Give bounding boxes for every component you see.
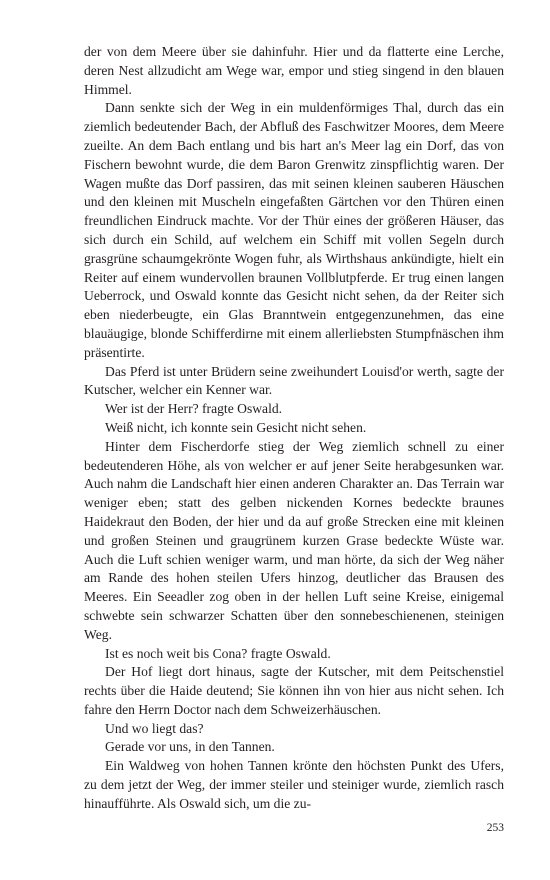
paragraph-dont-know: Weiß nicht, ich konnte sein Gesicht nicht sehen. [105, 419, 367, 435]
paragraph-how-far-cona: Ist es noch weit bis Cona? fragte Oswald. [105, 645, 331, 661]
paragraph-continuation: der von dem Meere über sie dahinfuhr. Hier und da flatterte eine Lerche, deren Nest allzudicht am Wege war, empor und stieg singend in den blauen Himmel. [84, 44, 504, 97]
paragraph-coachman-answer: Der Hof liegt dort hinaus, sagte der Kutscher, mit dem Peitschenstiel rechts über die Haide deutend; Sie können ihn von hier aus nicht sehen. Ich fahre den Herrn Doctor nach dem Schweizerhäuschen. [84, 664, 504, 717]
paragraph-who-is-rider: Wer ist der Herr? fragte Oswald. [105, 401, 283, 417]
paragraph-in-the-firs: Gerade vor uns, in den Tannen. [105, 739, 275, 755]
page-number: 253 [486, 822, 504, 834]
page-body-text [84, 43, 504, 814]
paragraph-heath-landscape: Hinter dem Fischerdorfe stieg der Weg ziemlich schnell zu einer bedeutenderen Höhe, als von welcher er auf jener Seite herabgesunken war. Auch nahm die Landschaft hier einen anderen Charakter an. Das Terrain war weniger eben; statt des gelben nickenden Kornes bedeckte braunes Haidekraut den Boden, der hier und da auf große Strecken eine mit kleinen und großen Steinen und graugrünem kurzen Grase bedeckte Wüste war. Auch die Luft schien weniger warm, und man hörte, da sich der Weg näher am Rande des hohen steilen Ufers hinzog, deutlicher das Brausen des Meeres. Ein Seeadler zog oben in der hellen Luft seine Kreise, einigemal schwebte sein schwarzer Schatten über den sonnebeschienenen, steinigen Weg. [84, 438, 504, 642]
paragraph-horse-worth: Das Pferd ist unter Brüdern seine zweihundert Louisd'or werth, sagte der Kutscher, welcher ein Kenner war. [84, 363, 504, 398]
paragraph-where-is-it: Und wo liegt das? [105, 720, 204, 736]
paragraph-valley-village: Dann senkte sich der Weg in ein muldenförmiges Thal, durch das ein ziemlich bedeutender Bach, der Abfluß des Faschwitzer Moores, dem Meere zueilte. An dem Bach entlang und bis hart an's Meer lag ein Dorf, das von Fischern bewohnt wurde, die dem Baron Grenwitz zinspflichtig waren. Der Wagen mußte das Dorf passiren, das mit seinen kleinen sauberen Häuschen und den kleinen mit Muscheln eingefaßten Gärtchen vor den Thüren einen freundlichen Eindruck machte. Vor der Thür eines der größeren Häuser, das sich durch ein Schild, auf welchem ein Schiff mit vollen Segeln durch grasgrüne schaumgekrönte Wogen fuhr, als Wirthshaus ankündigte, hielt ein Reiter auf einem wundervollen braunen Vollblutpferde. Er trug einen langen Ueberrock, und Oswald konnte das Gesicht nicht sehen, da der Reiter sich eben niederbeugte, ein Glas Branntwein entgegenzunehmen, das eine blauäugige, blonde Schifferdirne mit einem allerliebsten Stumpfnäschen ihm präsentirte. [84, 100, 504, 360]
paragraph-forest-path: Ein Waldweg von hohen Tannen krönte den höchsten Punkt des Ufers, zu dem jetzt der Weg, der immer steiler und steiniger wurde, ziemlich rasch hinaufführte. Als Oswald sich, um die zu- [84, 758, 504, 811]
